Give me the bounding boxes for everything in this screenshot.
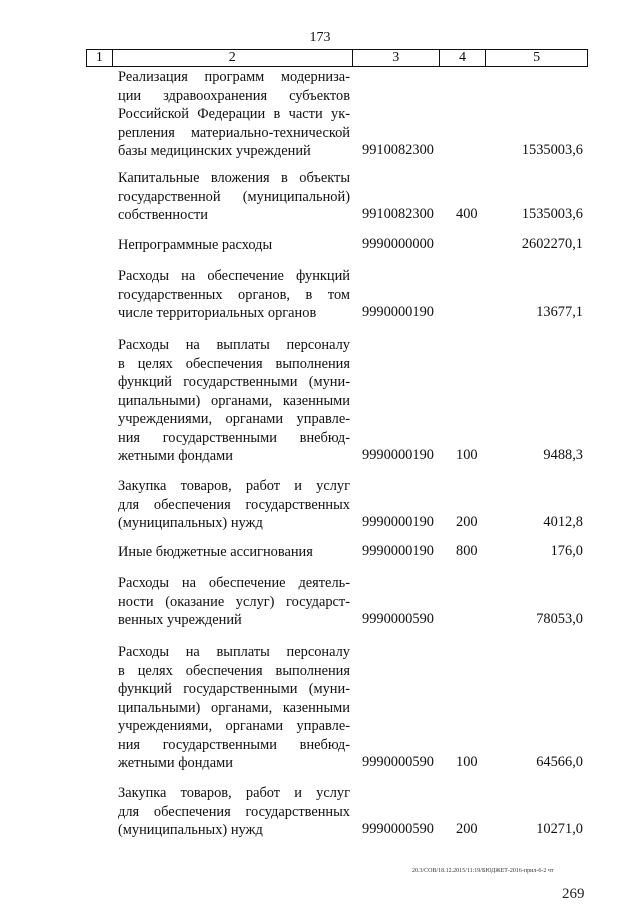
row-code: 9910082300 <box>362 142 434 158</box>
description-line: ции здравоохранения субъектов <box>118 87 350 104</box>
description-line: Иные бюджетные ассигнования <box>118 544 313 560</box>
description-line: Расходы на обеспечение деятель- <box>118 575 350 591</box>
row-expense-type: 400 <box>456 206 478 222</box>
description-line: числе территориальных органов <box>118 305 317 321</box>
description-line: в целях обеспечения выполнения <box>118 355 350 372</box>
description-line: в целях обеспечения выполнения <box>118 662 350 679</box>
row-description <box>118 236 350 255</box>
row-expense-type: 800 <box>456 543 478 559</box>
description-line: функций государственными (муни- <box>118 374 350 390</box>
row-description <box>118 267 350 323</box>
description-line: венных учреждений <box>118 612 242 628</box>
row-code: 9910082300 <box>362 206 434 222</box>
column-header-2: 2 <box>112 50 352 67</box>
description-line: жетными фондами <box>118 448 233 464</box>
row-code: 9990000590 <box>362 821 434 837</box>
row-amount: 9488,3 <box>543 447 583 463</box>
description-line: ципальными) органами, казенными <box>118 699 350 716</box>
row-amount: 2602270,1 <box>521 236 583 252</box>
row-code: 9990000190 <box>362 304 434 320</box>
description-line: Расходы на обеспечение функций <box>118 268 350 284</box>
row-amount: 78053,0 <box>536 611 583 627</box>
row-amount: 10271,0 <box>536 821 583 837</box>
description-line: (муниципальных) нужд <box>118 822 263 838</box>
description-line: Расходы на выплаты персоналу <box>118 644 350 660</box>
row-amount: 13677,1 <box>536 304 583 320</box>
row-description <box>118 543 350 562</box>
row-code: 9990000190 <box>362 447 434 463</box>
description-line: Закупка товаров, работ и услуг <box>118 785 350 801</box>
column-header-row <box>86 49 588 67</box>
page-number: 173 <box>309 30 331 45</box>
description-line: учреждениями, органами управле- <box>118 718 350 734</box>
row-code: 9990000590 <box>362 754 434 770</box>
description-line: государственных органов, в том <box>118 286 350 303</box>
description-line: Российской Федерации в части ук- <box>118 106 350 122</box>
row-description <box>118 336 350 466</box>
description-line: Капитальные вложения в объекты <box>118 170 350 186</box>
row-expense-type: 100 <box>456 447 478 463</box>
description-line: жетными фондами <box>118 755 233 771</box>
description-line: государственной (муниципальной) <box>118 188 350 205</box>
row-expense-type: 200 <box>456 821 478 837</box>
row-description <box>118 68 350 161</box>
row-amount: 1535003,6 <box>521 206 583 222</box>
column-header-3: 3 <box>352 50 439 67</box>
row-amount: 4012,8 <box>543 514 583 530</box>
column-header-1: 1 <box>87 50 113 67</box>
description-line: базы медицинских учреждений <box>118 143 311 159</box>
row-description <box>118 477 350 533</box>
description-line: функций государственными (муни- <box>118 681 350 697</box>
description-line: Реализация программ модерниза- <box>118 69 350 85</box>
description-line: Закупка товаров, работ и услуг <box>118 478 350 494</box>
row-amount: 64566,0 <box>536 754 583 770</box>
description-line: (муниципальных) нужд <box>118 515 263 531</box>
row-description <box>118 784 350 840</box>
description-line: Расходы на выплаты персоналу <box>118 337 350 353</box>
row-amount: 1535003,6 <box>521 142 583 158</box>
row-expense-type: 200 <box>456 514 478 530</box>
description-line: для обеспечения государственных <box>118 803 350 820</box>
column-header-5: 5 <box>486 50 588 67</box>
description-line: репления материально-технической <box>118 124 350 141</box>
row-description <box>118 169 350 225</box>
row-amount: 176,0 <box>550 543 583 559</box>
description-line: ности (оказание услуг) государст- <box>118 593 350 610</box>
description-line: ния государственными внебюд- <box>118 429 350 446</box>
row-code: 9990000590 <box>362 611 434 627</box>
description-line: ципальными) органами, казенными <box>118 392 350 409</box>
footer-stamp: 20.3/СОВ/18.12.2015/11:19/БЮДЖЕТ-2016-прил-6-2 чт <box>412 868 554 874</box>
description-line: собственности <box>118 207 209 223</box>
row-description <box>118 643 350 773</box>
row-code: 9990000190 <box>362 514 434 530</box>
row-code: 9990000000 <box>362 236 434 252</box>
description-line: для обеспечения государственных <box>118 496 350 513</box>
description-line: учреждениями, органами управле- <box>118 411 350 427</box>
row-code: 9990000190 <box>362 543 434 559</box>
sheet-number: 269 <box>562 886 585 902</box>
row-expense-type: 100 <box>456 754 478 770</box>
row-description <box>118 574 350 630</box>
description-line: ния государственными внебюд- <box>118 736 350 753</box>
column-header-4: 4 <box>439 50 485 67</box>
description-line: Непрограммные расходы <box>118 237 273 253</box>
